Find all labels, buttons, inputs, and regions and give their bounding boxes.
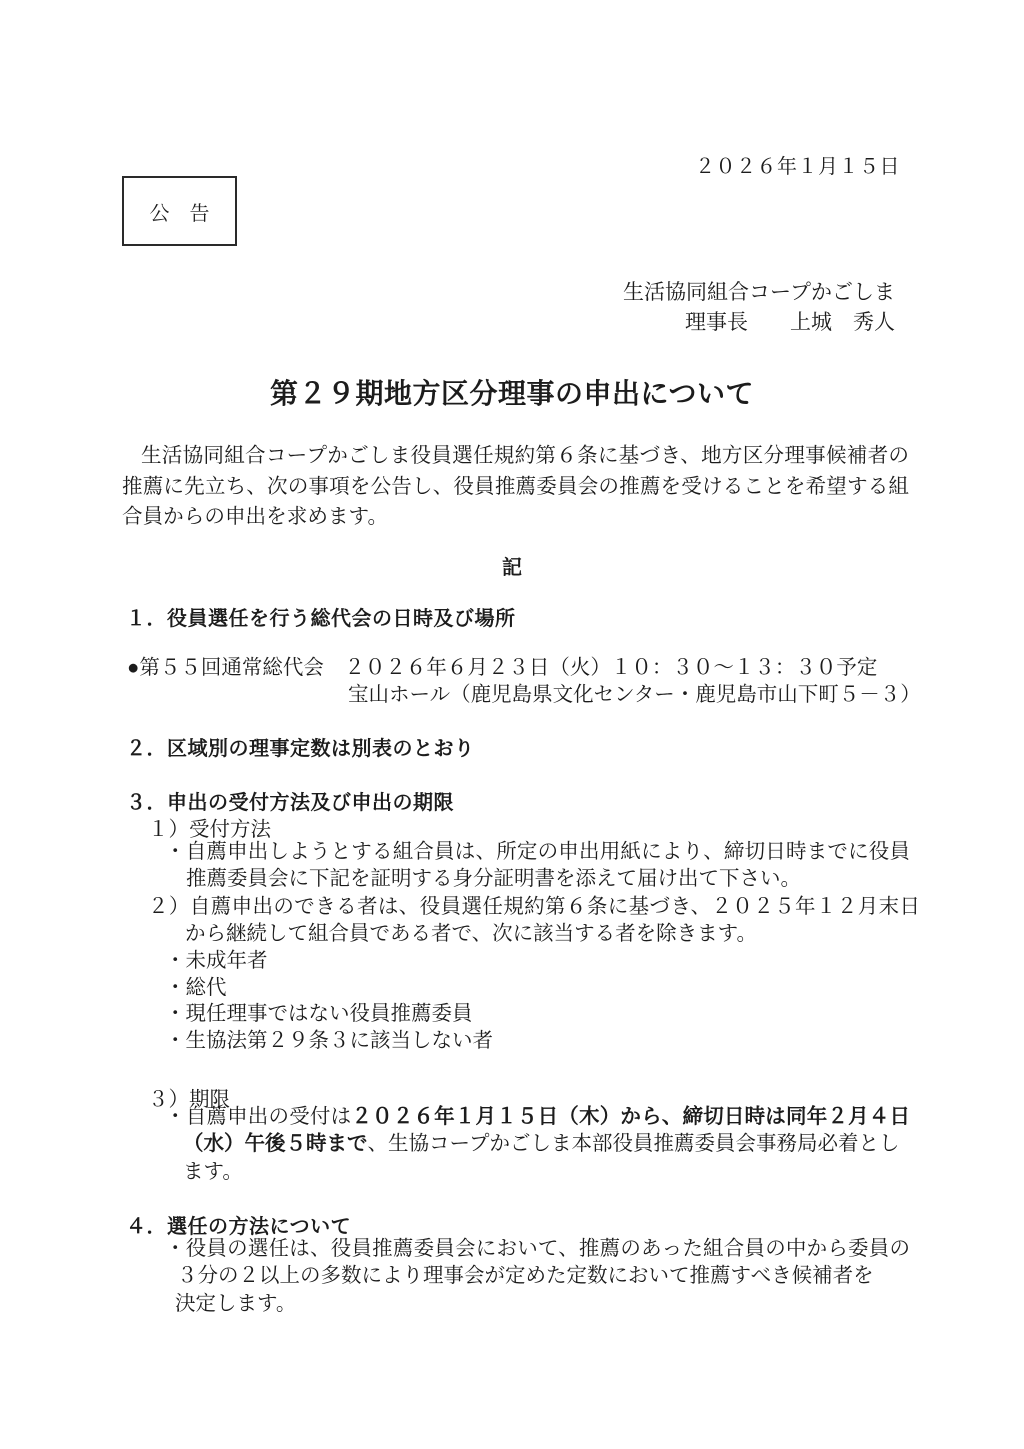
selection-block [165, 1236, 910, 1318]
record-mark: 記 [502, 557, 522, 579]
exclusion-item: ・現任理事ではない役員推薦委員 [165, 1003, 473, 1026]
method-line: 推薦委員会に下記を証明する身分証明書を添えて届け出て下さい。 [186, 868, 801, 891]
eligible-line: から継続して組合員である者で、次に該当する者を除きます。 [185, 923, 757, 946]
exclusion-item: ・総代 [165, 976, 227, 999]
exclusion-list [165, 948, 493, 1054]
section-4-heading: ４．選任の方法について [126, 1216, 352, 1238]
section-1-heading: １．役員選任を行う総代会の日時及び場所 [126, 608, 516, 630]
selection-line: ３分の２以上の多数により理事会が定めた定数において推薦すべき候補者を [177, 1265, 874, 1288]
method-label: １）受付方法 [148, 819, 271, 841]
exclusion-item: ・生協法第２９条３に該当しない者 [165, 1029, 493, 1052]
intro-line: 合員からの申出を求めます。 [122, 506, 389, 528]
venue-line: 宝山ホール（鹿児島県文化センター・鹿児島市山下町５－３） [348, 684, 921, 706]
section-3-heading: ３．申出の受付方法及び申出の期限 [126, 792, 454, 814]
president-line: 理事長 上城 秀人 [685, 309, 895, 334]
eligible-line: ２）自薦申出のできる者は、役員選任規約第６条に基づき、２０２５年１２月末日 [148, 896, 920, 918]
selection-line: 決定します。 [175, 1292, 297, 1315]
eligible-block [148, 894, 920, 949]
deadline-line: ます。 [183, 1160, 243, 1183]
org-name: 生活協同組合コープかごしま [623, 280, 895, 304]
deadline-block [165, 1104, 910, 1186]
signature-block [623, 278, 895, 337]
method-line: ・自薦申出しようとする組合員は、所定の申出用紙により、締切日時までに役員 [165, 841, 910, 863]
intro-line: 生活協同組合コープかごしま役員選任規約第６条に基づき、地方区分理事候補者の [141, 445, 909, 467]
intro-line: 推薦に先立ち、次の事項を公告し、役員推薦委員会の推薦を受けることを希望する組 [122, 475, 909, 498]
issue-date: ２０２６年１月１５日 [695, 156, 900, 178]
method-block [165, 839, 910, 894]
event-line: ●第５５回通常総代会 ２０２６年６月２３日（火）１０：３０～１３：３０予定 [127, 657, 878, 679]
intro-paragraph [122, 441, 909, 533]
selection-line: ・役員の選任は、役員推薦委員会において、推薦のあった組合員の中から委員の [165, 1238, 910, 1260]
exclusion-item: ・未成年者 [165, 950, 268, 972]
deadline-label: ３）期限 [148, 1089, 230, 1111]
section-2-heading: ２．区域別の理事定数は別表のとおり [126, 738, 475, 760]
notice-box [122, 176, 237, 246]
notice-label: 公 告 [149, 202, 210, 225]
deadline-line: ・自薦申出の受付は２０２６年１月１５日（木）から、締切日時は同年２月４日 [165, 1106, 911, 1128]
deadline-line: （水）午後５時まで、生協コープかごしま本部役員推薦委員会事務局必着とし [183, 1133, 900, 1156]
document-title: 第２９期地方区分理事の申出について [270, 379, 754, 410]
